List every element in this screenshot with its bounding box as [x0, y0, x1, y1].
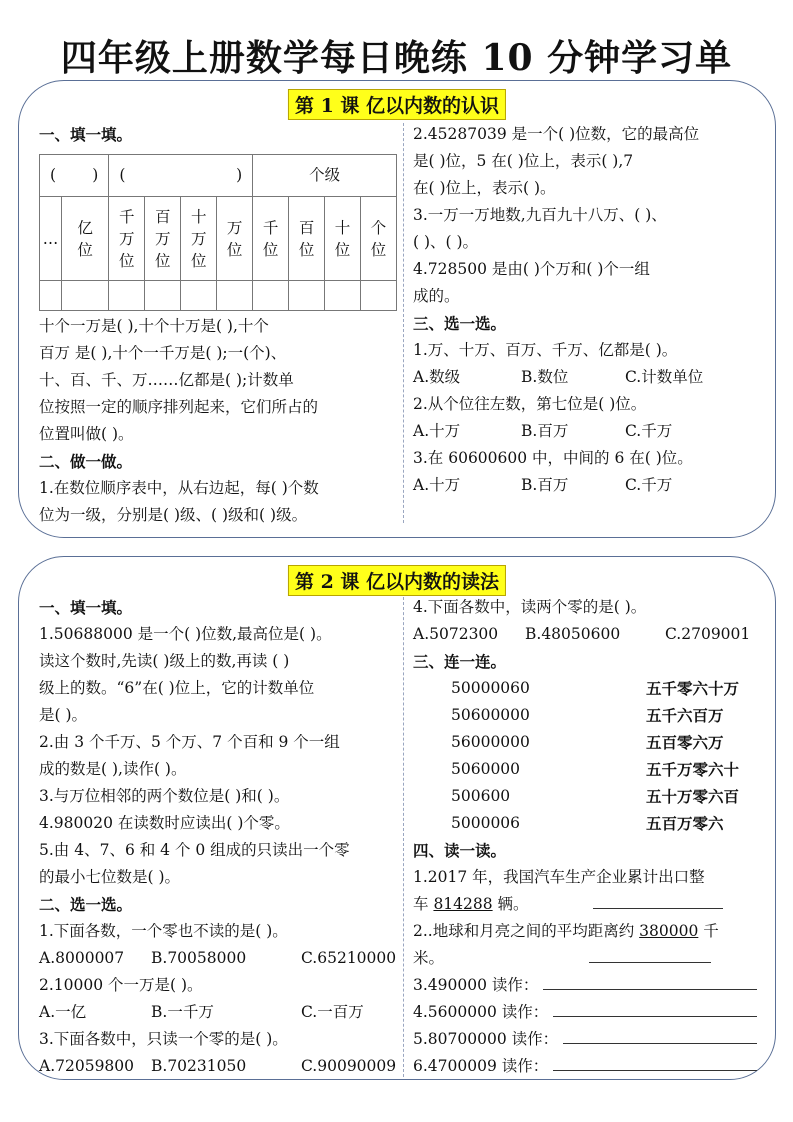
place-cell: … — [40, 197, 62, 281]
lesson-1-card — [18, 80, 776, 538]
option-c[interactable]: C.90090009 — [301, 1057, 397, 1075]
option-a[interactable]: A.8000007 — [39, 949, 125, 967]
paren-open: ( — [119, 166, 126, 184]
choice-options — [413, 418, 763, 445]
answer-cell[interactable] — [109, 281, 145, 311]
option-c[interactable]: C.65210000 — [301, 949, 397, 967]
answer-blank[interactable] — [593, 892, 723, 909]
question-line: 百万 是( ),十个一千万是( );一(个)、 — [39, 344, 287, 362]
section-heading: 四、读一读。 — [413, 841, 507, 860]
question-line: 4.980020 在读数时应读出( )个零。 — [39, 814, 290, 832]
question-line: 3.与万位相邻的两个数位是( )和( )。 — [39, 787, 290, 805]
choice-options — [39, 999, 401, 1026]
question-line: 4.728500 是由( )个万和( )个一组 — [413, 260, 650, 278]
question-line: 十个一万是( ),十个十万是( ),十个 — [39, 317, 269, 335]
option-b[interactable]: B.一千万 — [151, 1003, 214, 1021]
match-number[interactable]: 5060000 — [451, 760, 521, 778]
match-number[interactable]: 50000060 — [451, 679, 530, 697]
question-line: 位为一级，分别是( )级、( )级和( )级。 — [39, 506, 308, 524]
question-line: 十、百、千、万……亿都是( );计数单 — [39, 371, 294, 389]
read-item — [413, 1026, 763, 1053]
choice-question: 4.下面各数中，读两个零的是( )。 — [413, 598, 647, 616]
choice-question: 1.万、十万、百万、千万、亿都是( )。 — [413, 341, 678, 359]
question-line: 2.由 3 个千万、5 个万、7 个百和 9 个一组 — [39, 733, 340, 751]
paren-close: ) — [92, 166, 99, 184]
match-word[interactable]: 五十万零六百 — [646, 787, 740, 806]
lesson-1-left-column — [39, 121, 401, 529]
period-cell-units: 个级 — [253, 155, 397, 197]
answer-cell[interactable] — [62, 281, 109, 311]
read-item — [413, 972, 763, 999]
lesson-2-right-column — [409, 594, 763, 1080]
lesson-2-card — [18, 556, 776, 1080]
question-line: 1.在数位顺序表中，从右边起，每( )个数 — [39, 479, 319, 497]
question-line: 在( )位上，表示( )。 — [413, 179, 556, 197]
option-a[interactable]: A.72059800 — [39, 1057, 135, 1075]
match-row[interactable] — [413, 675, 763, 702]
option-c[interactable]: C.千万 — [625, 422, 673, 440]
answer-blank[interactable] — [563, 1027, 757, 1044]
text: 车 — [413, 895, 434, 913]
underlined-number: 380000 — [639, 922, 699, 940]
lesson-1-title: 第 1 课 亿以内数的认识 — [288, 89, 506, 120]
match-word[interactable]: 五千零六十万 — [646, 679, 740, 698]
question-line: 位置叫做( )。 — [39, 425, 134, 443]
match-row[interactable] — [413, 729, 763, 756]
match-number[interactable]: 500600 — [451, 787, 511, 805]
place-cell: 亿 位 — [62, 197, 109, 281]
question-line: 的最小七位数是( )。 — [39, 868, 181, 886]
match-number[interactable]: 5000006 — [451, 814, 521, 832]
option-b[interactable]: B.数位 — [521, 368, 569, 386]
question-line: 1.50688000 是一个( )位数,最高位是( )。 — [39, 625, 332, 643]
read-item — [413, 999, 763, 1026]
match-word[interactable]: 五千万零六十 — [646, 760, 740, 779]
place-cell: 千 位 — [253, 197, 289, 281]
text: 5.80700000 读作： — [413, 1030, 559, 1048]
option-b[interactable]: B.70058000 — [151, 949, 247, 967]
question-line — [413, 891, 763, 918]
question-line: 5.由 4、7、6 和 4 个 0 组成的只读出一个零 — [39, 841, 350, 859]
lesson-1-right-column — [409, 121, 763, 499]
answer-cell[interactable] — [40, 281, 62, 311]
paren-close: ) — [236, 166, 243, 184]
choice-options — [413, 364, 763, 391]
place-cell: 个 位 — [361, 197, 397, 281]
choice-options — [39, 945, 401, 972]
section-heading: 一、填一填。 — [39, 125, 133, 144]
choice-question: 1.下面各数，一个零也不读的是( )。 — [39, 922, 288, 940]
answer-blank[interactable] — [553, 1000, 757, 1017]
lesson-2-title: 第 2 课 亿以内数的读法 — [288, 565, 506, 596]
question-line: ( )、( )。 — [413, 233, 479, 251]
lesson-2-left-column — [39, 594, 401, 1080]
section-heading: 三、连一连。 — [413, 652, 507, 671]
choice-options — [413, 472, 763, 499]
column-divider — [403, 597, 404, 1077]
answer-cell[interactable] — [361, 281, 397, 311]
place-cell: 千 万 位 — [109, 197, 145, 281]
answer-cell[interactable] — [181, 281, 217, 311]
text: 辆。 — [492, 895, 529, 913]
option-a[interactable]: A.十万 — [413, 476, 461, 494]
choice-question: 2.10000 个一万是( )。 — [39, 976, 203, 994]
choice-question: 3.下面各数中，只读一个零的是( )。 — [39, 1030, 288, 1048]
answer-blank[interactable] — [553, 1054, 757, 1071]
text: 6.4700009 读作： — [413, 1057, 549, 1075]
text: 米。 — [413, 949, 445, 967]
answer-cell[interactable] — [325, 281, 361, 311]
text: 千 — [698, 922, 719, 940]
section-heading: 一、填一填。 — [39, 598, 133, 617]
match-number[interactable]: 50600000 — [451, 706, 530, 724]
match-row[interactable] — [413, 810, 763, 837]
section-heading: 二、做一做。 — [39, 452, 133, 471]
place-cell: 百 万 位 — [145, 197, 181, 281]
option-c[interactable]: C.计数单位 — [625, 368, 704, 386]
match-word[interactable]: 五百零六万 — [646, 733, 724, 752]
column-divider — [403, 123, 404, 523]
option-a[interactable]: A.一亿 — [39, 1003, 87, 1021]
option-a[interactable]: A.十万 — [413, 422, 461, 440]
question-line: 是( )位，5 在( )位上，表示( ),7 — [413, 152, 634, 170]
text: 4.5600000 读作： — [413, 1003, 549, 1021]
match-row[interactable] — [413, 702, 763, 729]
match-row[interactable] — [413, 783, 763, 810]
match-word[interactable]: 五千六百万 — [646, 706, 724, 725]
answer-blank[interactable] — [589, 946, 711, 963]
paren-open: ( — [50, 166, 57, 184]
option-a[interactable]: A.5072300 — [413, 625, 499, 643]
section-heading: 二、选一选。 — [39, 895, 133, 914]
page-title: 四年级上册数学每日晚练 10 分钟学习单 — [60, 37, 733, 79]
option-c[interactable]: C.千万 — [625, 476, 673, 494]
read-item — [413, 1053, 763, 1080]
option-b[interactable]: B.百万 — [521, 422, 569, 440]
answer-cell[interactable] — [289, 281, 325, 311]
question-line: 位按照一定的顺序排列起来，它们所占的 — [39, 398, 319, 416]
match-number[interactable]: 56000000 — [451, 733, 530, 751]
option-c[interactable]: C.2709001 — [665, 625, 751, 643]
text: 2..地球和月亮之间的平均距离约 — [413, 922, 640, 940]
choice-question: 2.从个位往左数，第七位是( )位。 — [413, 395, 647, 413]
question-line: 级上的数。“6”在( )位上，它的计数单位 — [39, 679, 315, 697]
question-line: 成的数是( ),读作( )。 — [39, 760, 187, 778]
answer-blank[interactable] — [543, 973, 757, 990]
option-b[interactable]: B.70231050 — [151, 1057, 247, 1075]
answer-cell[interactable] — [145, 281, 181, 311]
choice-question: 3.在 60600600 中，中间的 6 在( )位。 — [413, 449, 693, 467]
question-line: 读这个数时,先读( )级上的数,再读 ( ) — [39, 652, 290, 670]
place-cell: 十 位 — [325, 197, 361, 281]
answer-cell[interactable] — [217, 281, 253, 311]
match-word[interactable]: 五百万零六 — [646, 814, 724, 833]
place-cell: 十 万 位 — [181, 197, 217, 281]
choice-options — [39, 1053, 401, 1080]
underlined-number: 814288 — [433, 895, 493, 913]
place-cell: 万 位 — [217, 197, 253, 281]
place-cell: 百 位 — [289, 197, 325, 281]
choice-options — [413, 621, 763, 648]
option-a[interactable]: A.数级 — [413, 368, 461, 386]
section-heading: 三、选一选。 — [413, 314, 507, 333]
blank-period-cell[interactable] — [40, 155, 109, 197]
option-b[interactable]: B.48050600 — [525, 625, 621, 643]
question-line — [413, 945, 763, 972]
place-value-table — [39, 154, 397, 311]
question-line: 1.2017 年，我国汽车生产企业累计出口整 — [413, 868, 705, 886]
question-line — [413, 918, 763, 945]
question-line: 是( )。 — [39, 706, 88, 724]
match-row[interactable] — [413, 756, 763, 783]
blank-period-cell[interactable] — [109, 155, 253, 197]
question-line: 2.45287039 是一个( )位数，它的最高位 — [413, 125, 700, 143]
question-line: 3.一万一万地数,九百九十八万、( )、 — [413, 206, 667, 224]
answer-cell[interactable] — [253, 281, 289, 311]
option-b[interactable]: B.百万 — [521, 476, 569, 494]
text: 3.490000 读作： — [413, 976, 539, 994]
question-line: 成的。 — [413, 287, 460, 305]
option-c[interactable]: C.一百万 — [301, 1003, 364, 1021]
